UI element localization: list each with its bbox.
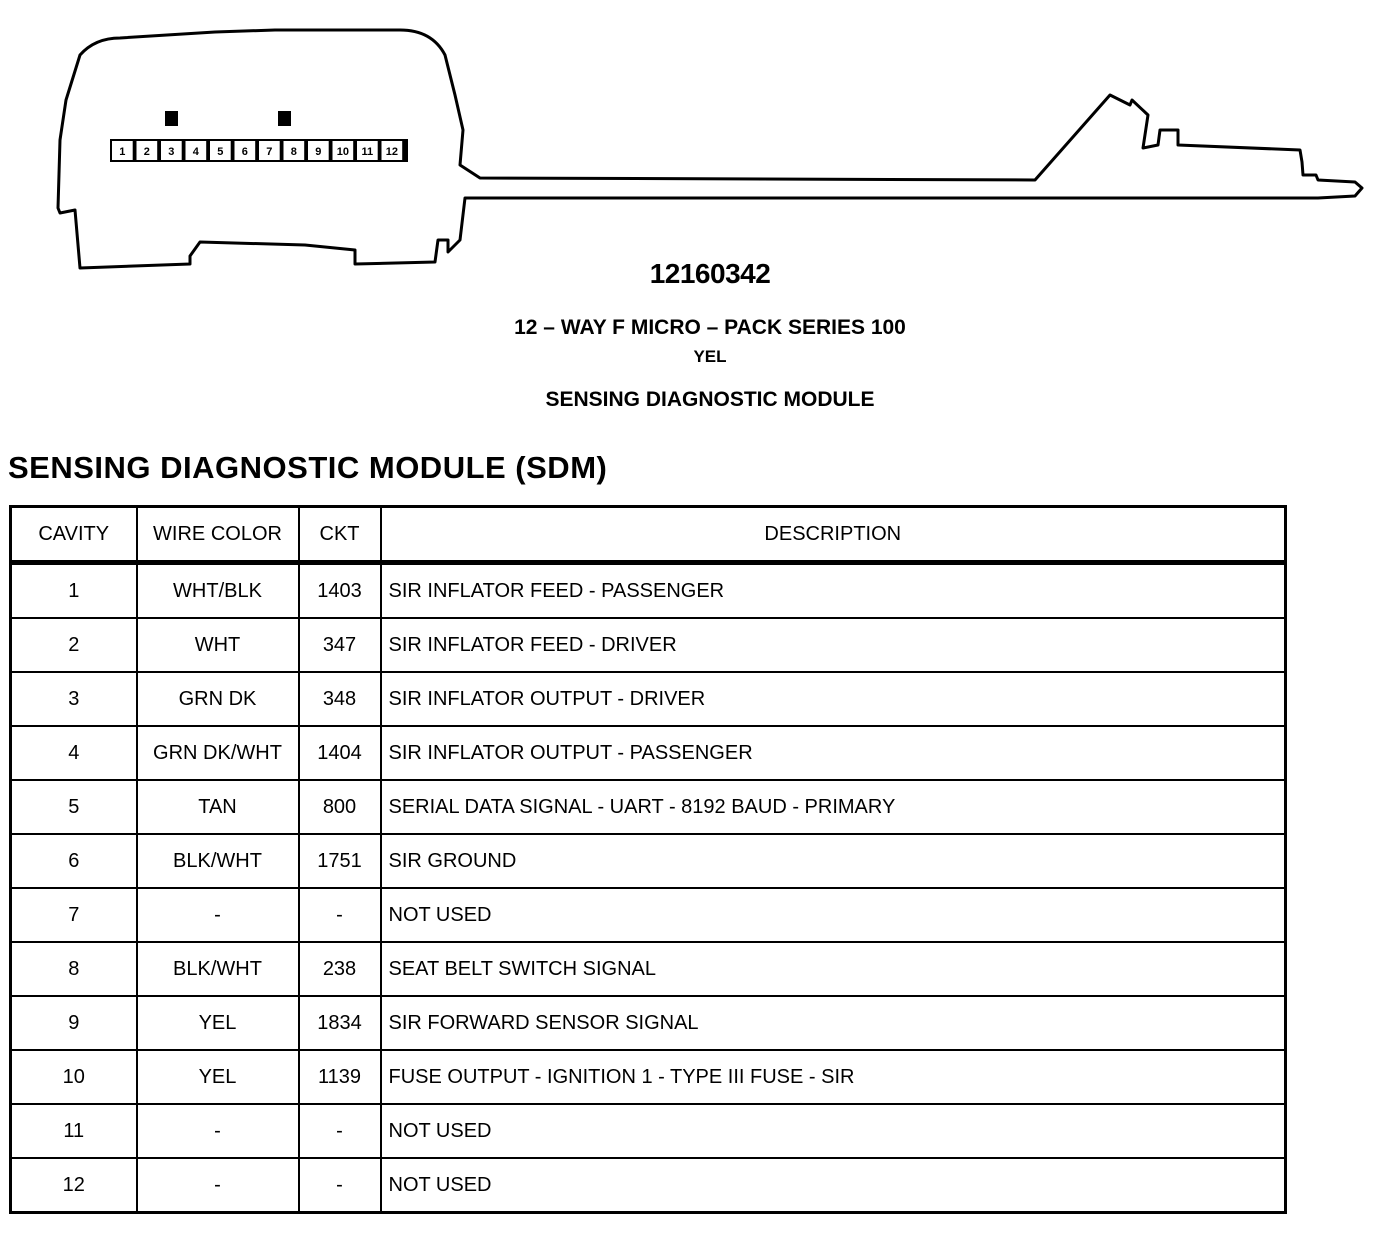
cell-ckt: 238 [299, 942, 381, 996]
table-row [11, 618, 1286, 672]
header-cavity: CAVITY [11, 507, 137, 563]
table-row [11, 1158, 1286, 1213]
table-header-row [11, 507, 1286, 563]
pinout-table [9, 505, 1287, 1214]
cell-cavity: 10 [11, 1050, 137, 1104]
table-row [11, 672, 1286, 726]
table-row [11, 888, 1286, 942]
cell-wire-color: GRN DK/WHT [137, 726, 299, 780]
table-row [11, 942, 1286, 996]
cell-description: NOT USED [381, 888, 1286, 942]
cell-ckt: - [299, 1104, 381, 1158]
cell-description: SERIAL DATA SIGNAL - UART - 8192 BAUD - PRIMARY [381, 780, 1286, 834]
cell-wire-color: YEL [137, 996, 299, 1050]
pin-number: 8 [290, 146, 297, 158]
table-row [11, 834, 1286, 888]
cell-ckt: 1404 [299, 726, 381, 780]
cell-cavity: 7 [11, 888, 137, 942]
cell-wire-color: TAN [137, 780, 299, 834]
cell-cavity: 12 [11, 1158, 137, 1213]
cell-description: NOT USED [381, 1158, 1286, 1213]
cell-cavity: 11 [11, 1104, 137, 1158]
pin-number: 2 [143, 146, 150, 158]
connector-color: YEL [693, 347, 727, 366]
cell-cavity: 3 [11, 672, 137, 726]
pin-number: 12 [385, 146, 398, 158]
table-row [11, 563, 1286, 619]
table-body [11, 563, 1286, 1213]
cell-description: SIR INFLATOR OUTPUT - PASSENGER [381, 726, 1286, 780]
cell-wire-color: BLK/WHT [137, 942, 299, 996]
cell-ckt: - [299, 888, 381, 942]
connector-module-name: SENSING DIAGNOSTIC MODULE [545, 388, 875, 411]
table-row [11, 726, 1286, 780]
cell-ckt: 1139 [299, 1050, 381, 1104]
pin-number: 11 [361, 146, 374, 158]
cell-description: SIR INFLATOR FEED - PASSENGER [381, 563, 1286, 619]
pin-number: 3 [168, 146, 175, 158]
polarization-key-right [278, 111, 291, 126]
connector-drawing [0, 0, 1376, 275]
pin-number: 9 [315, 146, 322, 158]
cell-description: SIR INFLATOR FEED - DRIVER [381, 618, 1286, 672]
pin-number: 1 [119, 146, 126, 158]
polarization-key-left [165, 111, 178, 126]
cell-cavity: 5 [11, 780, 137, 834]
connector-description: 12 – WAY F MICRO – PACK SERIES 100 [514, 316, 906, 339]
cell-description: FUSE OUTPUT - IGNITION 1 - TYPE III FUSE - SIR [381, 1050, 1286, 1104]
cell-ckt: 1751 [299, 834, 381, 888]
cell-ckt: - [299, 1158, 381, 1213]
cell-wire-color: - [137, 1158, 299, 1213]
pin-number: 5 [217, 146, 224, 158]
cell-ckt: 800 [299, 780, 381, 834]
pin-number: 7 [266, 146, 273, 158]
cell-cavity: 6 [11, 834, 137, 888]
cell-wire-color: WHT [137, 618, 299, 672]
table-row [11, 996, 1286, 1050]
cell-description: SEAT BELT SWITCH SIGNAL [381, 942, 1286, 996]
cell-description: NOT USED [381, 1104, 1286, 1158]
cell-cavity: 8 [11, 942, 137, 996]
cell-ckt: 1403 [299, 563, 381, 619]
table-row [11, 1104, 1286, 1158]
cell-cavity: 1 [11, 563, 137, 619]
cell-description: SIR INFLATOR OUTPUT - DRIVER [381, 672, 1286, 726]
cell-wire-color: BLK/WHT [137, 834, 299, 888]
cell-ckt: 348 [299, 672, 381, 726]
cell-description: SIR GROUND [381, 834, 1286, 888]
cell-cavity: 4 [11, 726, 137, 780]
header-wire-color: WIRE COLOR [137, 507, 299, 563]
header-description: DESCRIPTION [381, 507, 1286, 563]
cell-wire-color: - [137, 888, 299, 942]
cell-cavity: 2 [11, 618, 137, 672]
table-row [11, 1050, 1286, 1104]
cell-cavity: 9 [11, 996, 137, 1050]
pin-number: 10 [336, 146, 349, 158]
cell-wire-color: GRN DK [137, 672, 299, 726]
pin-number: 4 [192, 146, 199, 158]
cell-wire-color: YEL [137, 1050, 299, 1104]
pin-number: 6 [241, 146, 248, 158]
table-row [11, 780, 1286, 834]
part-number: 12160342 [649, 258, 771, 289]
cell-description: SIR FORWARD SENSOR SIGNAL [381, 996, 1286, 1050]
header-ckt: CKT [299, 507, 381, 563]
cell-ckt: 347 [299, 618, 381, 672]
cell-ckt: 1834 [299, 996, 381, 1050]
cell-wire-color: WHT/BLK [137, 563, 299, 619]
cell-wire-color: - [137, 1104, 299, 1158]
section-title: SENSING DIAGNOSTIC MODULE (SDM) [8, 450, 608, 485]
